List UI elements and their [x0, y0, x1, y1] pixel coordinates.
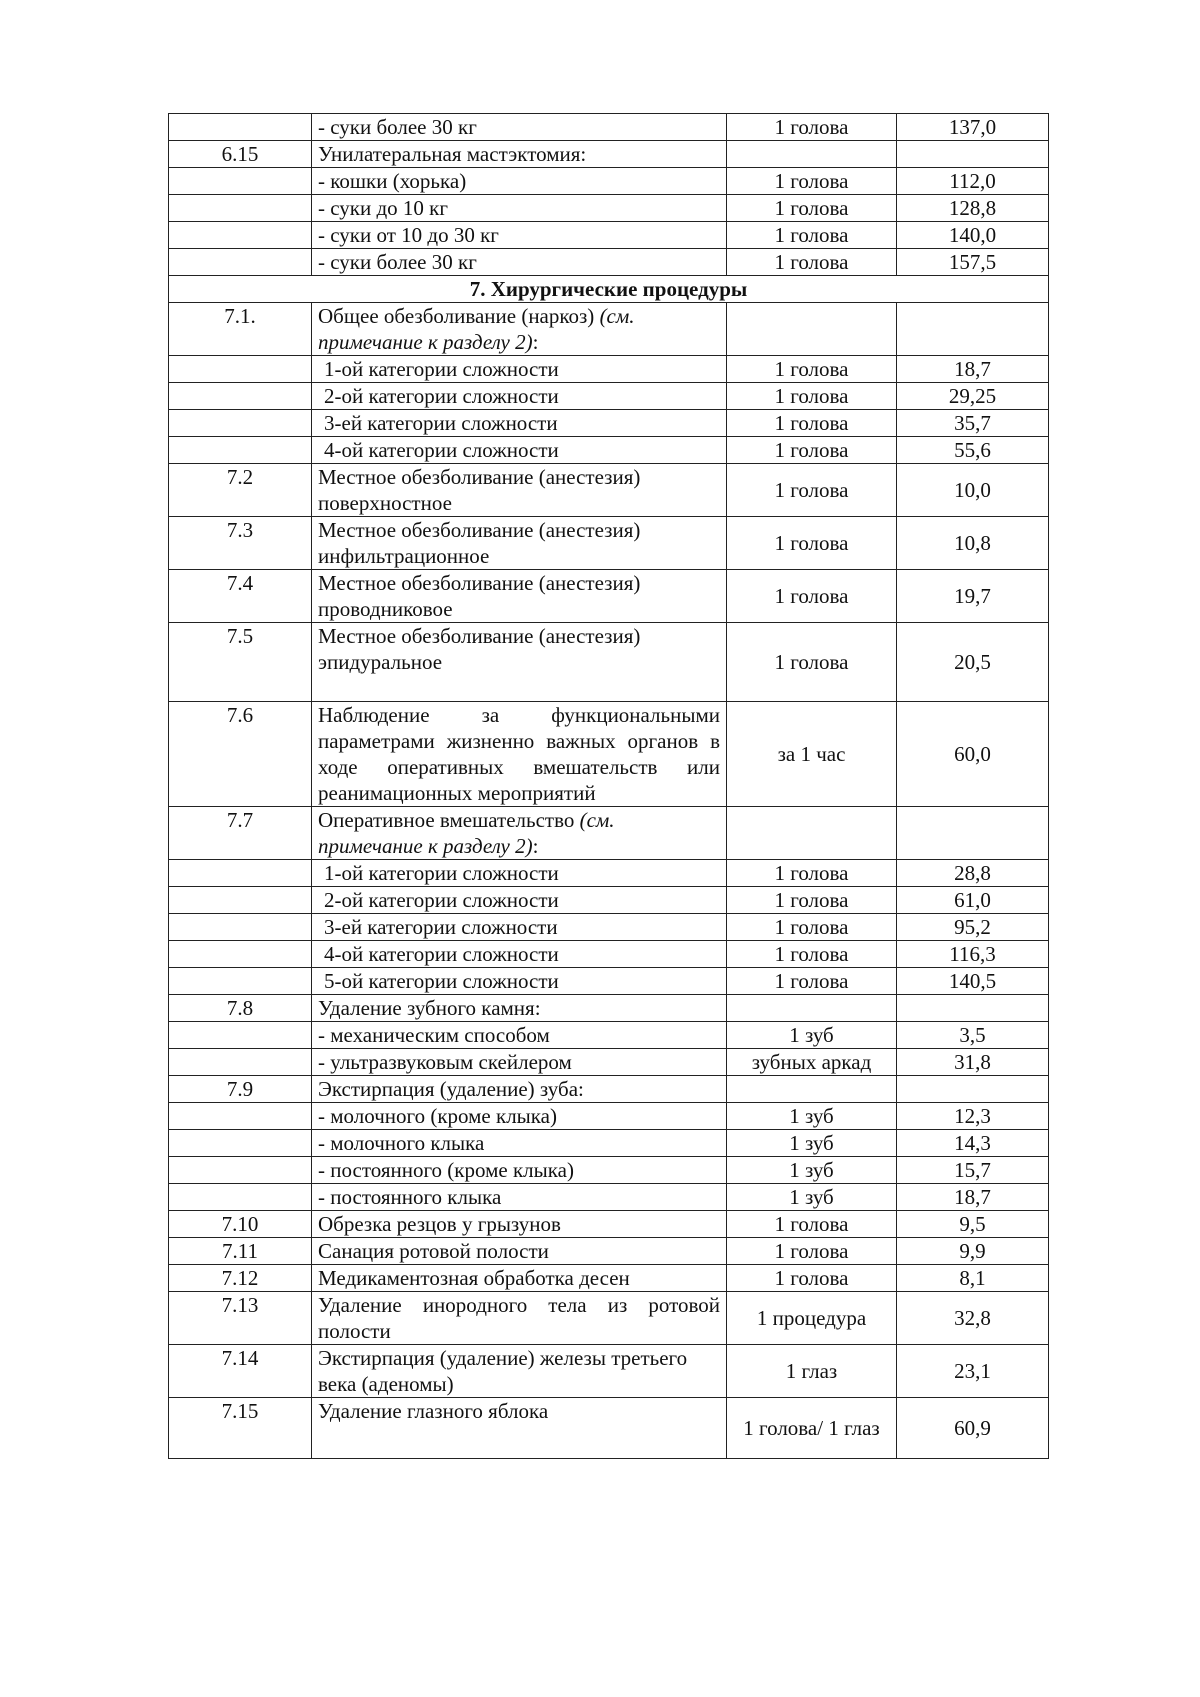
row-description: - суки от 10 до 30 кг: [312, 222, 727, 249]
row-unit: 1 голова: [727, 1265, 897, 1292]
row-price: 29,25: [897, 383, 1049, 410]
table-row: [169, 914, 1049, 941]
row-description: - ультразвуковым скейлером: [312, 1049, 727, 1076]
table-row: [169, 1157, 1049, 1184]
table-row: [169, 968, 1049, 995]
row-description: 4-ой категории сложности: [312, 437, 727, 464]
table-row: [169, 383, 1049, 410]
table-row: [169, 222, 1049, 249]
row-number: 7.8: [169, 995, 312, 1022]
row-description: 5-ой категории сложности: [312, 968, 727, 995]
table-row: [169, 464, 1049, 517]
row-number: [169, 168, 312, 195]
row-unit: 1 зуб: [727, 1022, 897, 1049]
table-row: [169, 303, 1049, 356]
row-unit: 1 голова: [727, 168, 897, 195]
row-unit: 1 зуб: [727, 1130, 897, 1157]
row-number: 7.9: [169, 1076, 312, 1103]
row-unit: 1 голова: [727, 1211, 897, 1238]
table-row: [169, 1211, 1049, 1238]
row-price: 35,7: [897, 410, 1049, 437]
row-description: - суки более 30 кг: [312, 114, 727, 141]
row-number: 7.10: [169, 1211, 312, 1238]
row-description: Удаление зубного камня:: [312, 995, 727, 1022]
row-price: 19,7: [897, 570, 1049, 623]
row-description: 2-ой категории сложности: [312, 887, 727, 914]
row-number: [169, 195, 312, 222]
row-description: Экстирпация (удаление) зуба:: [312, 1076, 727, 1103]
row-unit: 1 зуб: [727, 1184, 897, 1211]
row-number: 7.4: [169, 570, 312, 623]
row-number: 7.13: [169, 1292, 312, 1345]
row-number: [169, 114, 312, 141]
row-unit: 1 голова: [727, 968, 897, 995]
row-unit: 1 процедура: [727, 1292, 897, 1345]
row-description: - кошки (хорька): [312, 168, 727, 195]
table-row: [169, 860, 1049, 887]
row-description: Местное обезболивание (анестезия) поверхностное: [312, 464, 727, 517]
row-number: 7.14: [169, 1345, 312, 1398]
row-number: 7.12: [169, 1265, 312, 1292]
row-price: 15,7: [897, 1157, 1049, 1184]
row-number: 7.11: [169, 1238, 312, 1265]
row-unit: 1 голова: [727, 249, 897, 276]
row-price: 18,7: [897, 356, 1049, 383]
row-unit: 1 зуб: [727, 1103, 897, 1130]
row-description: Местное обезболивание (анестезия) инфильтрационное: [312, 517, 727, 570]
row-description: Удаление инородного тела из ротовой полости: [312, 1292, 727, 1345]
table-row: [169, 623, 1049, 702]
row-price: 137,0: [897, 114, 1049, 141]
row-description: - молочного клыка: [312, 1130, 727, 1157]
row-description: 1-ой категории сложности: [312, 356, 727, 383]
section-header-row: [169, 276, 1049, 303]
row-unit: 1 голова: [727, 383, 897, 410]
table-row: [169, 1130, 1049, 1157]
row-price: [897, 303, 1049, 356]
row-price: 23,1: [897, 1345, 1049, 1398]
desc-end: :: [532, 330, 539, 354]
row-price: 112,0: [897, 168, 1049, 195]
row-description: Обрезка резцов у грызунов: [312, 1211, 727, 1238]
row-description: 3-ей категории сложности: [312, 914, 727, 941]
row-unit: 1 голова: [727, 517, 897, 570]
row-price: 95,2: [897, 914, 1049, 941]
row-unit: 1 голова: [727, 941, 897, 968]
row-unit: [727, 141, 897, 168]
row-price: 116,3: [897, 941, 1049, 968]
row-number: [169, 222, 312, 249]
table-row: [169, 114, 1049, 141]
row-number: 6.15: [169, 141, 312, 168]
table-row: [169, 702, 1049, 807]
row-price: 20,5: [897, 623, 1049, 702]
row-number: 7.6: [169, 702, 312, 807]
row-unit: 1 голова: [727, 114, 897, 141]
row-description: [312, 303, 727, 356]
row-description: 4-ой категории сложности: [312, 941, 727, 968]
row-unit: зубных аркад: [727, 1049, 897, 1076]
row-description: - постоянного (кроме клыка): [312, 1157, 727, 1184]
row-price: 3,5: [897, 1022, 1049, 1049]
table-row: [169, 249, 1049, 276]
row-unit: 1 голова/ 1 глаз: [727, 1398, 897, 1459]
table-row: [169, 570, 1049, 623]
row-price: 60,9: [897, 1398, 1049, 1459]
table-row: [169, 1076, 1049, 1103]
table-row: [169, 410, 1049, 437]
table-row: [169, 1022, 1049, 1049]
row-number: 7.15: [169, 1398, 312, 1459]
row-price: [897, 141, 1049, 168]
row-unit: 1 глаз: [727, 1345, 897, 1398]
price-table: [168, 113, 1049, 1459]
table-row: [169, 1265, 1049, 1292]
row-price: 128,8: [897, 195, 1049, 222]
row-description: 3-ей категории сложности: [312, 410, 727, 437]
row-number: [169, 249, 312, 276]
row-description: [312, 807, 727, 860]
row-price: 9,9: [897, 1238, 1049, 1265]
row-description: Местное обезболивание (анестезия) эпидуральное: [312, 623, 727, 702]
row-number: 7.5: [169, 623, 312, 702]
desc-end: :: [532, 834, 539, 858]
row-unit: 1 голова: [727, 222, 897, 249]
desc-main: Общее обезболивание (наркоз): [318, 304, 600, 328]
table-row: [169, 168, 1049, 195]
row-unit: 1 голова: [727, 437, 897, 464]
row-unit: 1 голова: [727, 195, 897, 222]
row-description: - суки до 10 кг: [312, 195, 727, 222]
desc-note: (см. примечание к разделу 2): [318, 808, 615, 858]
row-number: 7.7: [169, 807, 312, 860]
row-description: - молочного (кроме клыка): [312, 1103, 727, 1130]
row-unit: 1 голова: [727, 860, 897, 887]
row-unit: 1 голова: [727, 914, 897, 941]
table-row: [169, 517, 1049, 570]
row-description: Наблюдение за функциональными параметрами жизненно важных органов в ходе оперативных вмешательств или реанимационных мероприятий: [312, 702, 727, 807]
row-description: Санация ротовой полости: [312, 1238, 727, 1265]
row-price: 10,0: [897, 464, 1049, 517]
desc-note: (см. примечание к разделу 2): [318, 304, 635, 354]
row-price: 28,8: [897, 860, 1049, 887]
table-row: [169, 1049, 1049, 1076]
table-row: [169, 995, 1049, 1022]
row-description: Удаление глазного яблока: [312, 1398, 727, 1459]
table-row: [169, 356, 1049, 383]
table-row: [169, 1292, 1049, 1345]
row-price: 32,8: [897, 1292, 1049, 1345]
row-price: 10,8: [897, 517, 1049, 570]
row-price: 8,1: [897, 1265, 1049, 1292]
row-unit: 1 голова: [727, 887, 897, 914]
row-description: 2-ой категории сложности: [312, 383, 727, 410]
row-description: - суки более 30 кг: [312, 249, 727, 276]
row-unit: 1 голова: [727, 356, 897, 383]
row-unit: [727, 303, 897, 356]
row-description: Местное обезболивание (анестезия) проводниковое: [312, 570, 727, 623]
table-row: [169, 1103, 1049, 1130]
row-unit: за 1 час: [727, 702, 897, 807]
row-description: - механическим способом: [312, 1022, 727, 1049]
table-row: [169, 141, 1049, 168]
row-description: Экстирпация (удаление) железы третьего века (аденомы): [312, 1345, 727, 1398]
row-description: Унилатеральная мастэктомия:: [312, 141, 727, 168]
row-unit: 1 зуб: [727, 1157, 897, 1184]
table-row: [169, 1238, 1049, 1265]
row-price: 61,0: [897, 887, 1049, 914]
table-row: [169, 807, 1049, 860]
row-price: 14,3: [897, 1130, 1049, 1157]
row-price: 18,7: [897, 1184, 1049, 1211]
row-number: 7.3: [169, 517, 312, 570]
row-number: 7.2: [169, 464, 312, 517]
table-row: [169, 1184, 1049, 1211]
row-unit: 1 голова: [727, 570, 897, 623]
row-price: 60,0: [897, 702, 1049, 807]
row-description: - постоянного клыка: [312, 1184, 727, 1211]
row-price: 55,6: [897, 437, 1049, 464]
row-unit: 1 голова: [727, 623, 897, 702]
row-number: 7.1.: [169, 303, 312, 356]
table-row: [169, 195, 1049, 222]
row-price: 9,5: [897, 1211, 1049, 1238]
table-row: [169, 887, 1049, 914]
row-price: 157,5: [897, 249, 1049, 276]
row-price: 140,5: [897, 968, 1049, 995]
row-unit: 1 голова: [727, 410, 897, 437]
table-row: [169, 1398, 1049, 1459]
table-row: [169, 941, 1049, 968]
row-price: 12,3: [897, 1103, 1049, 1130]
row-price: 31,8: [897, 1049, 1049, 1076]
row-description: Медикаментозная обработка десен: [312, 1265, 727, 1292]
row-description: 1-ой категории сложности: [312, 860, 727, 887]
table-row: [169, 1345, 1049, 1398]
desc-main: Оперативное вмешательство: [318, 808, 580, 832]
row-price: 140,0: [897, 222, 1049, 249]
row-unit: 1 голова: [727, 464, 897, 517]
row-unit: 1 голова: [727, 1238, 897, 1265]
section-title: 7. Хирургические процедуры: [169, 276, 1049, 303]
table-row: [169, 437, 1049, 464]
